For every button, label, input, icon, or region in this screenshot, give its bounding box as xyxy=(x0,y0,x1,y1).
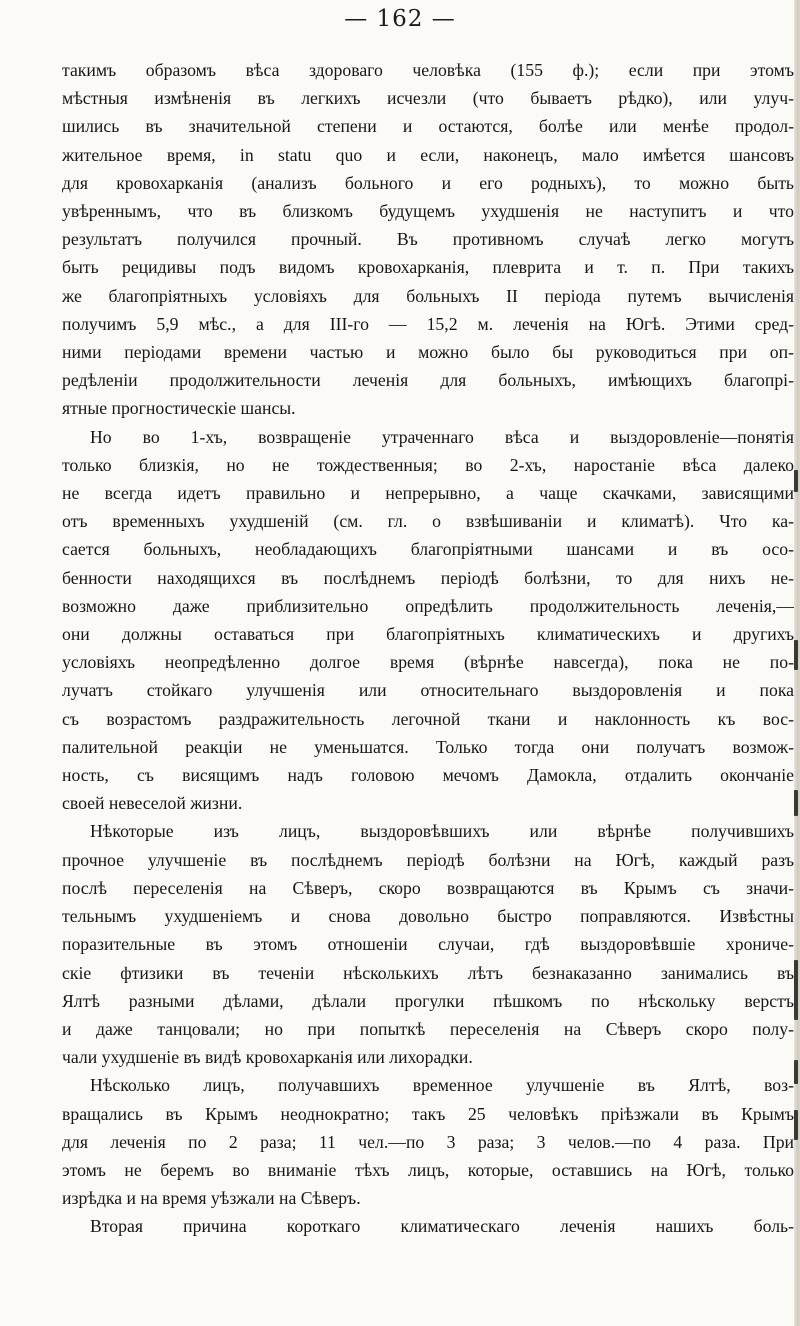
text-line: ятные прогностическіе шансы. xyxy=(62,398,296,419)
text-line: увѣреннымъ, что въ близкомъ будущемъ ухудшенія не наступитъ и что xyxy=(62,201,794,222)
page-number: — 162 — xyxy=(344,6,456,32)
text-line: же благопріятныхъ условіяхъ для больныхъ II періода путемъ вычисленія xyxy=(62,285,794,306)
edge-mark xyxy=(794,640,798,670)
text-line: скіе фтизики въ теченіи нѣсколькихъ лѣтъ безнаказанно занимались въ xyxy=(62,962,794,983)
text-line: ними періодами времени частью и можно было бы руководиться при оп- xyxy=(62,342,794,363)
edge-mark xyxy=(794,1110,798,1140)
edge-mark xyxy=(794,790,798,816)
text-line: ность, съ висящимъ надъ головою мечомъ Дамокла, отдалить окончаніе xyxy=(62,765,794,786)
text-line: Ялтѣ разными дѣлами, дѣлали прогулки пѣшкомъ по нѣскольку верстъ xyxy=(62,990,794,1011)
text-line: такимъ образомъ вѣса здороваго человѣка (155 ф.); если при этомъ xyxy=(62,60,794,80)
text-line: сается больныхъ, необладающихъ благопріятными шансами и въ осо- xyxy=(62,539,794,560)
edge-mark xyxy=(794,960,798,1020)
text-line: Нѣсколько лицъ, получавшихъ временное улучшеніе въ Ялтѣ, воз- xyxy=(90,1075,794,1096)
text-line: вращались въ Крымъ неоднократно; такъ 25 человѣкъ пріѣзжали въ Крымъ xyxy=(62,1103,794,1124)
text-line: получимъ 5,9 мѣс., а для III-го — 15,2 м. леченія на Югѣ. Этими сред- xyxy=(62,313,794,334)
text-line: своей невеселой жизни. xyxy=(62,793,243,814)
text-line: бенности находящихся въ послѣднемъ періодѣ болѣзни, то для нихъ не- xyxy=(62,567,794,588)
text-line: Нѣкоторые изъ лицъ, выздоровѣвшихъ или вѣрнѣе получившихъ xyxy=(90,821,794,842)
text-line: результатъ получился прочный. Въ противномъ случаѣ легко могутъ xyxy=(62,229,794,250)
text-line: для леченія по 2 раза; 11 чел.—по 3 раза; 3 челов.—по 4 раза. При xyxy=(62,1131,794,1152)
page-text xyxy=(62,56,794,1241)
edge-mark xyxy=(794,1060,798,1084)
text-line: отъ временныхъ ухудшеній (см. гл. о взвѣшиваніи и климатѣ). Что ка- xyxy=(62,511,794,532)
text-line: жительное время, in statu quo и если, наконецъ, мало имѣется шансовъ xyxy=(62,144,794,165)
text-line: они должны оставаться при благопріятныхъ климатическихъ и другихъ xyxy=(62,624,794,645)
text-line: для кровохарканія (анализъ больного и его родныхъ), то можно быть xyxy=(62,172,794,193)
text-line: не всегда идетъ правильно и непрерывно, а чаще скачками, зависящими xyxy=(62,483,794,504)
text-line: чали ухудшеніе въ видѣ кровохарканія или лихорадки. xyxy=(62,1047,473,1068)
text-line: съ возрастомъ раздражительность легочной ткани и наклонность къ вос- xyxy=(62,708,794,729)
text-line: Вторая причина короткаго климатическаго леченія нашихъ боль- xyxy=(90,1216,794,1237)
text-line: лучатъ стойкаго улучшенія или относительнаго выздоровленія и пока xyxy=(62,680,794,701)
page-edge xyxy=(794,0,800,1326)
text-line: только близкія, но не тождественныя; во 2-хъ, наростаніе вѣса далеко xyxy=(62,454,794,475)
text-line: изрѣдка и на время уѣзжали на Сѣверъ. xyxy=(62,1188,361,1209)
text-line: шились въ значительной степени и остаются, болѣе или менѣе продол- xyxy=(62,116,794,137)
text-line: Но во 1-хъ, возвращеніе утраченнаго вѣса и выздоровленіе—понятія xyxy=(90,426,794,447)
text-line: возможно даже приблизительно опредѣлить продолжительность леченія,— xyxy=(62,595,794,616)
text-line: этомъ не беремъ во вниманіе тѣхъ лицъ, которые, оставшись на Югѣ, только xyxy=(62,1159,794,1180)
text-line: послѣ переселенія на Сѣверъ, скоро возвращаются въ Крымъ съ значи- xyxy=(62,877,794,898)
text-line: условіяхъ неопредѣленно долгое время (вѣрнѣе навсегда), пока не по- xyxy=(62,652,794,673)
text-line: быть рецидивы подъ видомъ кровохарканія, плеврита и т. п. При такихъ xyxy=(62,257,794,278)
text-line: поразительные въ этомъ отношеніи случаи, гдѣ выздоровѣвшіе хрониче- xyxy=(62,934,794,955)
text-line: тельнымъ ухудшеніемъ и снова довольно быстро поправляются. Извѣстны xyxy=(62,906,794,927)
text-line: мѣстныя измѣненія въ легкихъ исчезли (что бываетъ рѣдко), или улуч- xyxy=(62,88,794,109)
text-line: и даже танцовали; но при попыткѣ переселенія на Сѣверъ скоро полу- xyxy=(62,1018,794,1039)
text-line: прочное улучшеніе въ послѣднемъ періодѣ болѣзни на Югѣ, каждый разъ xyxy=(62,849,794,870)
text-line: редѣленіи продолжительности леченія для больныхъ, имѣющихъ благопрі- xyxy=(62,370,794,391)
text-line: палительной реакціи не уменьшатся. Только тогда они получатъ возмож- xyxy=(62,736,794,757)
edge-mark xyxy=(794,470,798,492)
